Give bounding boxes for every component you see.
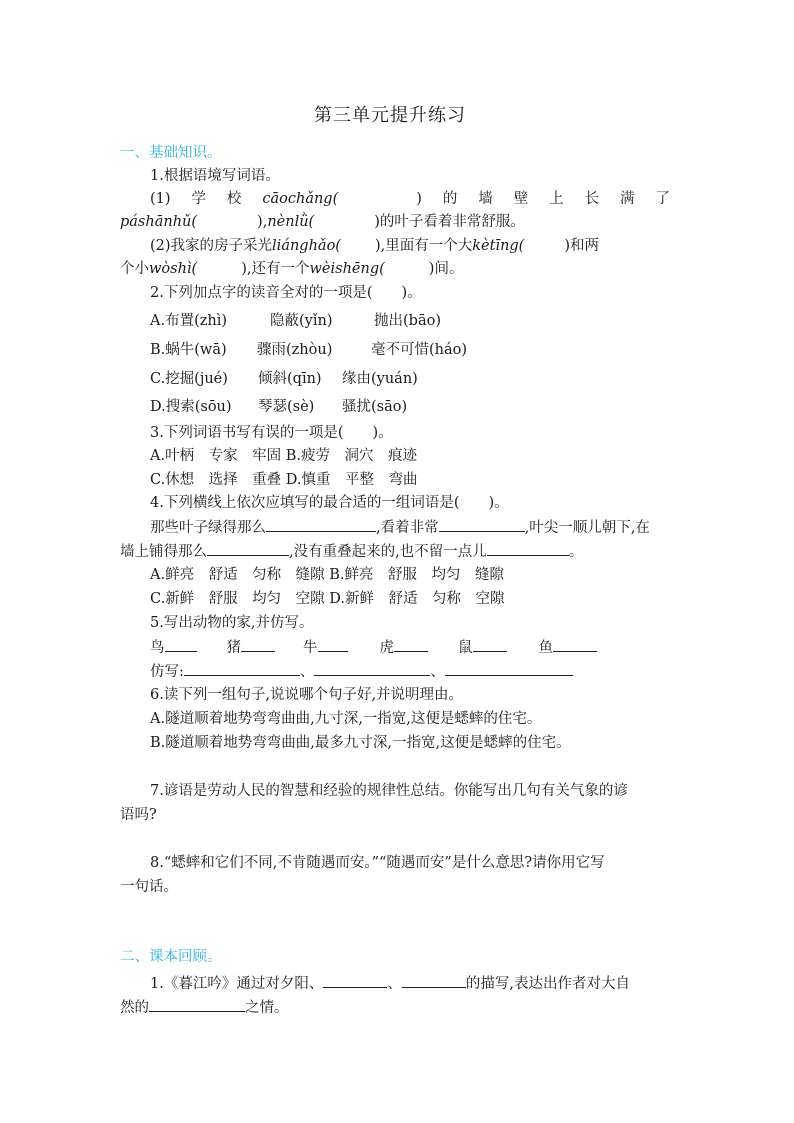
fill-blank[interactable] — [184, 661, 300, 676]
fill-blank[interactable] — [394, 637, 428, 652]
animal-mouse: 鼠 — [458, 640, 473, 656]
q6-stem: 6.读下列一组句子,说说哪个句子好,并说明理由。 — [150, 687, 464, 703]
fill-blank[interactable] — [323, 973, 387, 988]
q3-stem: 3.下列词语书写有误的一项是( )。 — [150, 425, 393, 441]
fill-blank[interactable] — [266, 517, 376, 532]
q3-options-ab: A.叶柄 专家 牢固 B.疲劳 洞穴 痕迹 — [150, 448, 417, 464]
fill-blank[interactable] — [241, 637, 275, 652]
fill-blank[interactable] — [553, 637, 597, 652]
animal-pig: 猪 — [226, 640, 241, 656]
q2-option-d: D.搜索(sōu) 琴瑟(sè) 骚扰(sāo) — [150, 399, 408, 415]
animal-fish: 鱼 — [538, 640, 553, 656]
section-heading-basic: 一、基础知识。 — [120, 145, 222, 161]
q4-line1: 那些叶子绿得那么 ,看着非常 ,叶尖一顺儿朝下,在 — [150, 517, 650, 538]
q4-line2: 墙上铺得那么 ,没有重叠起来的,也不留一点儿 。 — [120, 541, 583, 562]
q2-option-c: C.挖掘(jué) 倾斜(qīn) 缘由(yuán) — [150, 371, 418, 387]
q6-sentence-b: B.隧道顺着地势弯弯曲曲,最多九寸深,一指宽,这便是蟋蟀的住宅。 — [150, 735, 571, 751]
fill-blank[interactable] — [473, 637, 507, 652]
q1-line2: páshānhǔ( ),nènlǜ( )的叶子看着非常舒服。 — [120, 214, 525, 230]
page-title: 第三单元提升练习 — [314, 105, 466, 126]
fill-blank[interactable] — [207, 541, 289, 556]
review-q1-line2: 然的 之情。 — [120, 997, 289, 1018]
animal-bird: 鸟 — [150, 640, 165, 656]
q4-options-ab: A.鲜亮 舒适 匀称 缝隙 B.鲜亮 舒服 均匀 缝隙 — [150, 567, 504, 583]
q1-line3: (2)我家的房子采光liánghǎo( ),里面有一个大kètīng( )和两 — [150, 238, 600, 254]
pinyin-caochang: cāochǎng( — [262, 191, 339, 207]
fill-blank[interactable] — [439, 517, 525, 532]
q6-sentence-a: A.隧道顺着地势弯弯曲曲,九寸深,一指宽,这便是蟋蟀的住宅。 — [150, 711, 542, 727]
q4-options-cd: C.新鲜 舒服 均匀 空隙 D.新鲜 舒适 匀称 空隙 — [150, 591, 505, 607]
fill-blank[interactable] — [149, 997, 245, 1012]
section-heading-review: 二、课本回顾。 — [120, 949, 222, 965]
review-q1-line1: 1.《暮江吟》通过对夕阳、 、 的描写,表达出作者对大自 — [150, 973, 630, 994]
q5-imitate: 仿写: 、 、 — [150, 661, 573, 682]
fill-blank[interactable] — [445, 661, 573, 676]
q2-stem: 2.下列加点字的读音全对的一项是( )。 — [150, 285, 422, 301]
q3-options-cd: C.休想 选择 重叠 D.慎重 平整 弯曲 — [150, 472, 418, 488]
animal-ox: 牛 — [303, 640, 318, 656]
q5-stem: 5.写出动物的家,并仿写。 — [150, 615, 314, 631]
q2-option-a: A.布置(zhì) 隐蔽(yǐn) 抛出(bāo) — [150, 313, 441, 329]
animal-tiger: 虎 — [379, 640, 394, 656]
q5-animals — [150, 637, 597, 658]
fill-blank[interactable] — [314, 661, 430, 676]
q7-line1: 7.谚语是劳动人民的智慧和经验的规律性总结。你能写出几句有关气象的谚 — [150, 783, 628, 799]
q8-line1: 8.“蟋蟀和它们不同,不肯随遇而安。”“随遇而安”是什么意思?请你用它写 — [150, 855, 605, 871]
q1-line1: (1) 学 校 cāochǎng( ) 的 墙 壁 上 长 满 了 — [150, 191, 670, 207]
q7-line2: 语吗? — [120, 807, 157, 823]
fill-blank[interactable] — [402, 973, 466, 988]
q8-line2: 一句话。 — [120, 879, 178, 895]
q2-option-b: B.蜗牛(wā) 骤雨(zhòu) 毫不可惜(háo) — [150, 342, 468, 358]
q4-stem: 4.下列横线上依次应填写的最合适的一组词语是( )。 — [150, 495, 509, 511]
fill-blank[interactable] — [165, 637, 197, 652]
q1-line4: 个小wòshì( ),还有一个wèishēng( )间。 — [120, 261, 464, 277]
q1-stem: 1.根据语境写词语。 — [150, 168, 280, 184]
fill-blank[interactable] — [318, 637, 348, 652]
fill-blank[interactable] — [487, 541, 569, 556]
